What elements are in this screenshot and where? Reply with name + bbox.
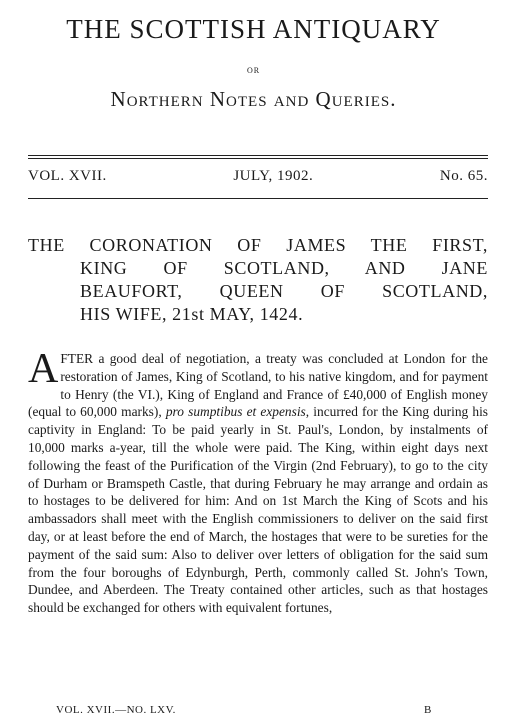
journal-or: OR: [246, 66, 261, 75]
issue-volume: VOL. XVII.: [28, 168, 107, 184]
rule-top-double: [28, 158, 488, 159]
article-title-line: KING OF SCOTLAND, AND JANE: [80, 258, 488, 278]
article-title-line: THE CORONATION OF JAMES THE FIRST,: [28, 235, 488, 255]
drop-cap: A: [28, 346, 59, 392]
body-text-part1: a good deal of negotiation, a treaty was concluded at London for the restoration of James, King of Scotland, to his native kingdom, and for payment to Henry (the VI.), King of England and France of £40,000 of English money (equal to 60,000 marks),: [28, 351, 488, 420]
body-text-italic: pro sumptibus et expensis: [165, 404, 306, 420]
article-title-line: HIS WIFE, 21st MAY, 1424.: [80, 304, 304, 324]
footer-signature: VOL. XVII.—NO. LXV.: [56, 704, 176, 716]
issue-date: JULY, 1902.: [233, 168, 314, 184]
article-body: [28, 346, 489, 617]
journal-subtitle: Northern Notes and Queries.: [110, 87, 397, 111]
lead-word: FTER: [60, 351, 94, 366]
journal-title: THE SCOTTISH ANTIQUARY: [66, 14, 441, 44]
issue-line: [28, 168, 488, 185]
body-text-part2: , incurred for the King during his captivity in England: To be paid yearly in St. Paul's, London, by instalments of 10,000 marks a-year, till the whole were paid. The King, within eight days next following the feast of the Purification of the Virgin (2nd February), to go to the city of Durham or Bramspeth Castle, that during February he may arrange and ordain as to hostages to be delivered for him: And on 1st March the King of Scots and his ambassadors shall meet with the English commissioners to deliver on the said first day, or at least before the end of March, the hostages that were to be sureties for the payment of the said sum: Also to deliver over letters of obligation for the said sum from the four boroughs of Edynburgh, Perth, commonly called St. John's Town, Dundee, and Aberdeen. The Treaty contained other articles, such as that hostages should be exchanged for others with equivalent fortunes,: [28, 404, 489, 616]
article-title: [28, 234, 488, 326]
rule-bottom: [28, 198, 488, 199]
rule-top: [28, 155, 488, 156]
article-title-line: BEAUFORT, QUEEN OF SCOTLAND,: [80, 281, 488, 301]
issue-number: No. 65.: [439, 168, 488, 184]
footer-signature-mark: B: [424, 704, 432, 716]
